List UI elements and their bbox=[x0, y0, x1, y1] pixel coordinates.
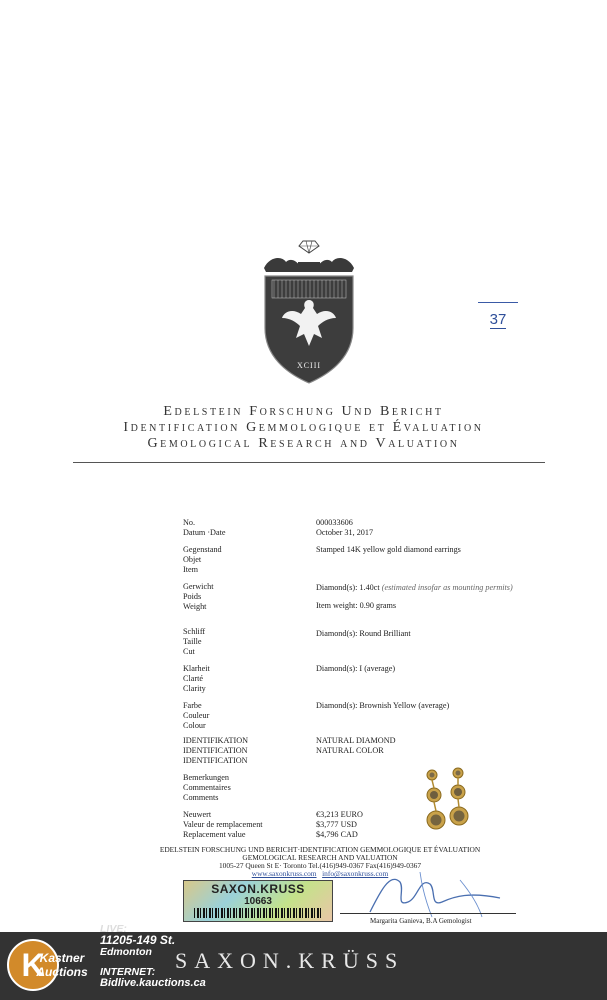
website-link[interactable]: www.saxonkruss.com bbox=[251, 869, 317, 878]
value-label-en: Replacement value bbox=[183, 830, 246, 839]
identification-value-2: NATURAL COLOR bbox=[316, 746, 384, 755]
value-cad: $4,796 CAD bbox=[316, 830, 358, 839]
weight-value-diamond: Diamond(s): 1.40ct (estimated insofar as mounting permits) bbox=[316, 583, 513, 592]
email-link[interactable]: info@saxonkruss.com bbox=[322, 869, 389, 878]
cut-label-de: Schliff bbox=[183, 627, 206, 636]
svg-text:Auctions: Auctions bbox=[36, 965, 88, 979]
item-value: Stamped 14K yellow gold diamond earrings bbox=[316, 545, 461, 554]
heading-french: Identification Gemmologique et Évaluation bbox=[123, 420, 484, 435]
footer-line-1: EDELSTEIN FORSCHUNG UND BERICHT·IDENTIFICATION GEMMOLOGIQUE ET ÉVALUATION bbox=[159, 845, 481, 854]
item-label-de: Gegenstand bbox=[183, 545, 222, 554]
cut-label-en: Cut bbox=[183, 647, 195, 656]
signature-line bbox=[340, 913, 516, 914]
weight-note: (estimated insofar as mounting permits) bbox=[381, 583, 513, 592]
left-earring-icon bbox=[427, 770, 445, 829]
crest-numeral: XCIII bbox=[296, 361, 322, 370]
footer-line-3: 1005-27 Queen St E· Toronto Tel.(416)949-0367 Fax(416)949-0367 bbox=[218, 861, 422, 870]
cut-label-fr: Taille bbox=[183, 637, 202, 646]
hologram-sticker bbox=[183, 880, 333, 922]
identification-label-en: IDENTIFICATION bbox=[183, 756, 248, 765]
auction-city: Edmonton bbox=[100, 946, 152, 958]
colour-label-en: Colour bbox=[183, 721, 206, 730]
date-label: Datum ·Date bbox=[183, 528, 226, 537]
item-label-fr: Objet bbox=[183, 555, 202, 564]
heading-english: Gemological Research and Valuation bbox=[147, 436, 460, 451]
kastner-auctions-logo bbox=[6, 932, 98, 998]
internet-label: INTERNET: bbox=[100, 966, 156, 978]
dragon-supporters-icon bbox=[264, 258, 354, 272]
heading-divider bbox=[73, 462, 545, 463]
value-label-de: Neuwert bbox=[183, 810, 212, 819]
value-usd: $3,777 USD bbox=[316, 820, 357, 829]
weight-label-fr: Poids bbox=[183, 592, 202, 601]
value-euro: €3,213 EURO bbox=[316, 810, 363, 819]
remarks-label-fr: Commentaires bbox=[183, 783, 231, 792]
sticker-title: SAXON.KRUSS bbox=[211, 882, 305, 896]
weight-value-item: Item weight: 0.90 grams bbox=[316, 601, 397, 610]
brand-wordmark: SAXON.KRÜSS bbox=[175, 948, 405, 973]
clarity-label-en: Clarity bbox=[183, 684, 206, 693]
identification-value-1: NATURAL DIAMOND bbox=[316, 736, 396, 745]
signature-name: Margarita Ganieva, B.A Gemologist bbox=[370, 917, 472, 925]
svg-text:Kastner: Kastner bbox=[39, 951, 85, 965]
number-label: No. bbox=[183, 518, 196, 527]
remarks-label-en: Comments bbox=[183, 793, 219, 802]
heading-german: Edelstein Forschung Und Bericht bbox=[163, 404, 444, 419]
diamond-icon bbox=[299, 241, 319, 253]
lot-number: 37 bbox=[478, 302, 518, 328]
sticker-number: 10663 bbox=[244, 896, 272, 907]
crest-emblem bbox=[262, 238, 356, 388]
svg-text:K: K bbox=[21, 947, 45, 983]
clarity-value: Diamond(s): I (average) bbox=[316, 664, 396, 673]
clarity-label-de: Klarheit bbox=[183, 664, 210, 673]
colour-value: Diamond(s): Brownish Yellow (average) bbox=[316, 701, 450, 710]
weight-label-en: Weight bbox=[183, 602, 207, 611]
remarks-label-de: Bemerkungen bbox=[183, 773, 229, 782]
footer-line-2: GEMOLOGICAL RESEARCH AND VALUATION bbox=[242, 853, 398, 862]
weight-label-de: Gerwicht bbox=[183, 582, 214, 591]
identification-label-de: IDENTIFIKATION bbox=[183, 736, 249, 745]
item-label-en: Item bbox=[183, 565, 199, 574]
colour-label-fr: Couleur bbox=[183, 711, 210, 720]
earrings-photo bbox=[410, 765, 480, 840]
value-label-fr: Valeur de remplacement bbox=[183, 820, 263, 829]
clarity-label-fr: Clarté bbox=[183, 674, 204, 683]
colour-label-de: Farbe bbox=[183, 701, 202, 710]
auction-url[interactable]: Bidlive.kauctions.ca bbox=[100, 977, 206, 989]
right-earring-icon bbox=[450, 768, 468, 825]
date-value: October 31, 2017 bbox=[316, 528, 374, 537]
cut-value: Diamond(s): Round Brilliant bbox=[316, 629, 411, 638]
number-value: 000033606 bbox=[316, 518, 353, 527]
auction-address: 11205-149 St. bbox=[100, 933, 176, 947]
barcode-icon bbox=[194, 908, 322, 918]
live-label: LIVE: bbox=[100, 923, 127, 935]
identification-label-fr: IDENTIFICATION bbox=[183, 746, 248, 755]
